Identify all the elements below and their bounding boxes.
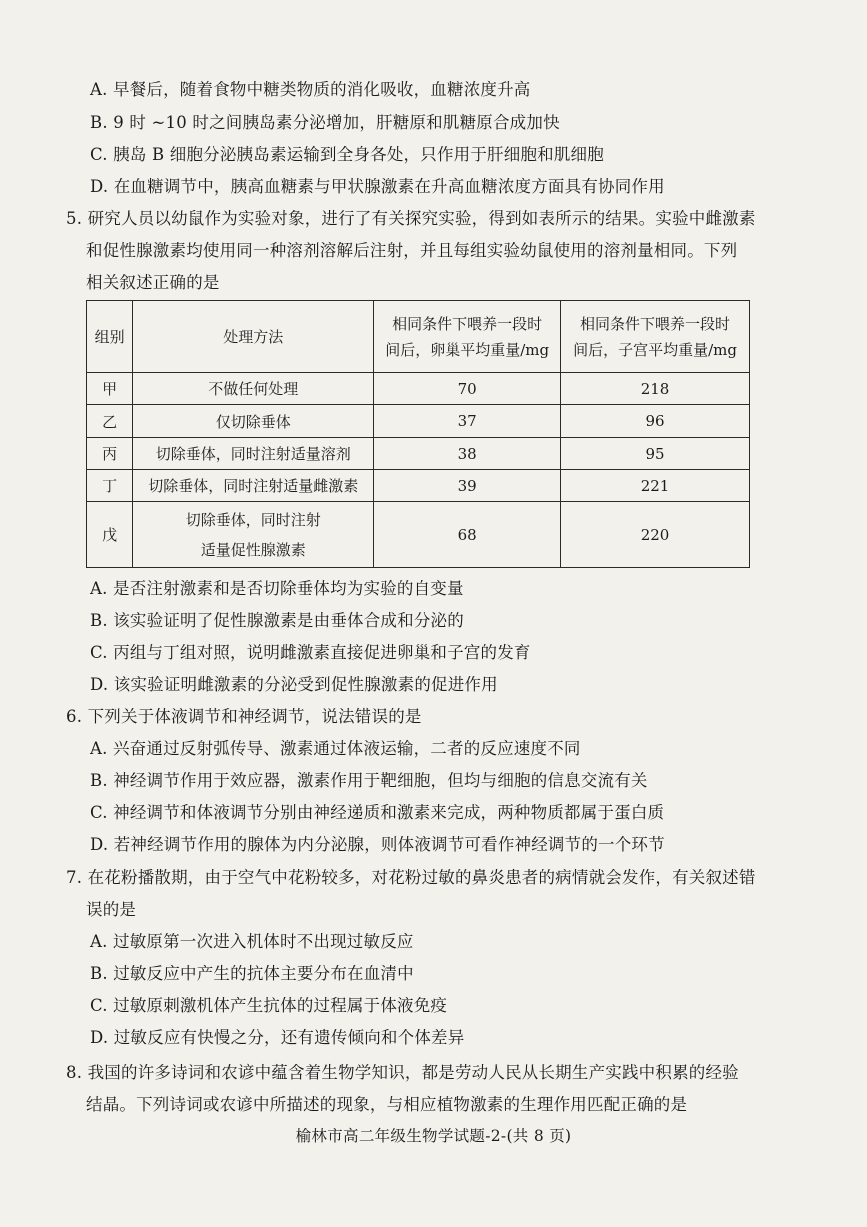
q5-stem-line-2: 和促性腺激素均使用同一种溶剂溶解后注射，并且每组实验幼鼠使用的溶剂量相同。下列 <box>86 241 738 260</box>
header-ovary-line-1: 相同条件下喂养一段时 <box>392 314 543 333</box>
table-row <box>87 405 750 438</box>
header-uterus-line-1: 相同条件下喂养一段时 <box>580 314 731 333</box>
header-ovary-weight <box>374 301 561 373</box>
row-ovary-weight: 68 <box>374 502 561 568</box>
q6-stem: 6. 下列关于体液调节和神经调节，说法错误的是 <box>66 707 422 726</box>
row-uterus-weight: 221 <box>561 470 750 502</box>
q5-stem-line-1: 5. 研究人员以幼鼠作为实验对象，进行了有关探究实验，得到如表所示的结果。实验中雌激素 <box>66 209 756 228</box>
q4-option-a: A. 早餐后，随着食物中糖类物质的消化吸收，血糖浓度升高 <box>90 80 531 99</box>
row-uterus-weight: 95 <box>561 438 750 470</box>
row-group: 戊 <box>87 502 133 568</box>
row-ovary-weight: 37 <box>374 405 561 438</box>
row-method <box>133 502 374 568</box>
q6-option-a: A. 兴奋通过反射弧传导、激素通过体液运输，二者的反应速度不同 <box>90 739 581 758</box>
row-uterus-weight: 220 <box>561 502 750 568</box>
q7-option-b: B. 过敏反应中产生的抗体主要分布在血清中 <box>90 964 414 983</box>
q4-option-d: D. 在血糖调节中，胰高血糖素与甲状腺激素在升高血糖浓度方面具有协同作用 <box>90 177 665 196</box>
row-method: 切除垂体，同时注射适量溶剂 <box>133 438 374 470</box>
row-method-line-2: 适量促性腺激素 <box>200 540 306 559</box>
row-ovary-weight: 70 <box>374 373 561 405</box>
row-uterus-weight: 96 <box>561 405 750 438</box>
table-row <box>87 470 750 502</box>
q6-option-c: C. 神经调节和体液调节分别由神经递质和激素来完成，两种物质都属于蛋白质 <box>90 803 665 822</box>
row-group: 乙 <box>87 405 133 438</box>
row-ovary-weight: 38 <box>374 438 561 470</box>
q8-stem-line-1: 8. 我国的许多诗词和农谚中蕴含着生物学知识，都是劳动人民从长期生产实践中积累的经验 <box>66 1063 739 1082</box>
row-group: 丁 <box>87 470 133 502</box>
q7-stem-line-1: 7. 在花粉播散期，由于空气中花粉较多，对花粉过敏的鼻炎患者的病情就会发作，有关叙述错 <box>66 868 756 887</box>
row-group: 丙 <box>87 438 133 470</box>
row-method: 不做任何处理 <box>133 373 374 405</box>
q5-option-b: B. 该实验证明了促性腺激素是由垂体合成和分泌的 <box>90 611 464 630</box>
q5-stem-line-3: 相关叙述正确的是 <box>86 273 220 292</box>
table-row <box>87 438 750 470</box>
row-uterus-weight: 218 <box>561 373 750 405</box>
q7-option-c: C. 过敏原刺激机体产生抗体的过程属于体液免疫 <box>90 996 448 1015</box>
q7-stem-line-2: 误的是 <box>86 900 137 919</box>
q4-option-b: B. 9 时 ~10 时之间胰岛素分泌增加，肝糖原和肌糖原合成加快 <box>90 113 560 132</box>
row-method-line-1: 切除垂体，同时注射 <box>185 510 321 529</box>
q7-option-d: D. 过敏反应有快慢之分，还有遗传倾向和个体差异 <box>90 1028 465 1047</box>
row-ovary-weight: 39 <box>374 470 561 502</box>
table-row <box>87 373 750 405</box>
row-method: 切除垂体，同时注射适量雌激素 <box>133 470 374 502</box>
q7-option-a: A. 过敏原第一次进入机体时不出现过敏反应 <box>90 932 414 951</box>
q4-option-c: C. 胰岛 B 细胞分泌胰岛素运输到全身各处，只作用于肝细胞和肌细胞 <box>90 145 604 164</box>
header-ovary-line-2: 间后，卵巢平均重量/mg <box>385 340 550 359</box>
q8-stem-line-2: 结晶。下列诗词或农谚中所描述的现象，与相应植物激素的生理作用匹配正确的是 <box>86 1095 688 1114</box>
q6-option-b: B. 神经调节作用于效应器，激素作用于靶细胞，但均与细胞的信息交流有关 <box>90 771 648 790</box>
q5-option-a: A. 是否注射激素和是否切除垂体均为实验的自变量 <box>90 579 464 598</box>
page-footer: 榆林市高二年级生物学试题-2-(共 8 页) <box>295 1127 572 1145</box>
q5-option-d: D. 该实验证明雌激素的分泌受到促性腺激素的促进作用 <box>90 675 498 694</box>
q6-option-d: D. 若神经调节作用的腺体为内分泌腺，则体液调节可看作神经调节的一个环节 <box>90 835 665 854</box>
header-method: 处理方法 <box>133 301 374 373</box>
row-group: 甲 <box>87 373 133 405</box>
table-header-row <box>87 301 750 373</box>
q5-option-c: C. 丙组与丁组对照，说明雌激素直接促进卵巢和子宫的发育 <box>90 643 531 662</box>
experiment-results-table <box>86 300 750 568</box>
row-method: 仅切除垂体 <box>133 405 374 438</box>
header-uterus-weight <box>561 301 750 373</box>
header-group: 组别 <box>87 301 133 373</box>
table-row <box>87 502 750 568</box>
header-uterus-line-2: 间后，子宫平均重量/mg <box>573 340 737 359</box>
